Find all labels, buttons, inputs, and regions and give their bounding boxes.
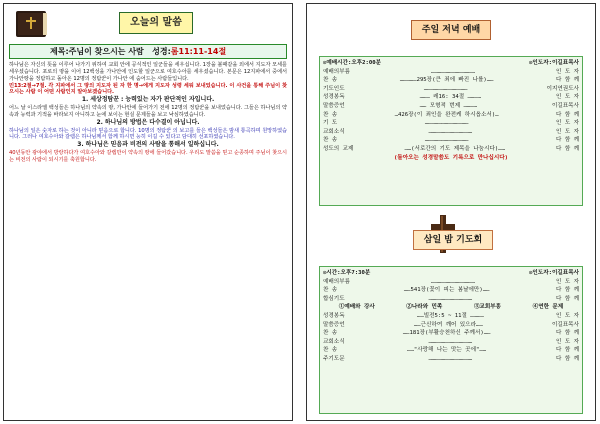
evening-program bbox=[319, 56, 583, 206]
sermon-ref-label: 성경: bbox=[152, 47, 171, 56]
program-label: 성도의 교제 bbox=[323, 145, 354, 152]
program-fill: ………………………………… bbox=[431, 278, 475, 285]
prayer-rows-top bbox=[323, 278, 579, 304]
program-row bbox=[323, 338, 579, 347]
program-label: 말씀증언 bbox=[323, 102, 345, 109]
program-label: 찬 송 bbox=[323, 287, 338, 294]
program-row bbox=[323, 295, 579, 304]
program-value: 다 함 께 bbox=[556, 77, 579, 84]
prayer-topic: ③교회부흥 bbox=[473, 304, 502, 311]
program-value: 이길표목사 bbox=[551, 321, 579, 328]
prayer-topic: ①예배와 강사 bbox=[338, 304, 375, 311]
program-fill: ………………………………… bbox=[424, 120, 469, 127]
program-row bbox=[323, 111, 579, 120]
program-fill: ………………………………… bbox=[428, 128, 473, 135]
order-of-service-page bbox=[306, 3, 596, 421]
program-value: 인 도 자 bbox=[556, 128, 579, 135]
program-label: 기도인도 bbox=[323, 85, 345, 92]
prayer-service-title: 삼일 밤 기도회 bbox=[413, 230, 493, 250]
program-row bbox=[323, 119, 579, 128]
program-value: 다 함 께 bbox=[556, 347, 579, 354]
program-row bbox=[323, 355, 579, 364]
program-fill: ………………………………… bbox=[431, 68, 475, 75]
program-row bbox=[323, 329, 579, 338]
program-value: 인 도 자 bbox=[556, 68, 579, 75]
program-fill: ………………………………… bbox=[424, 137, 469, 144]
program-value: 인 도 자 bbox=[556, 120, 579, 127]
program-row bbox=[323, 68, 579, 77]
program-row bbox=[323, 76, 579, 85]
evening-time: ◎예배시간:오후2:00분 bbox=[323, 60, 382, 66]
program-row bbox=[323, 85, 579, 94]
program-value: 인 도 자 bbox=[556, 312, 579, 319]
program-fill: ……… 레16: 34절 ………… bbox=[419, 94, 481, 101]
prayer-leader: ◎인도자:이길표목사 bbox=[529, 270, 579, 276]
program-fill: ………………………………… bbox=[423, 85, 468, 92]
sermon-prefix: 제목: bbox=[50, 47, 69, 56]
evening-footer: (돌아오는 성경말씀도 기록으로 만나십시다) bbox=[393, 154, 509, 161]
program-label: 주기도문 bbox=[323, 355, 345, 362]
program-value: 다 함 께 bbox=[556, 287, 579, 294]
page-title: 오늘의 말씀 bbox=[119, 12, 193, 34]
evening-program-header bbox=[323, 59, 579, 68]
program-label: 기 도 bbox=[323, 120, 338, 127]
program-row bbox=[323, 312, 579, 321]
prayer-topic: ④연한 문제 bbox=[532, 304, 564, 311]
program-fill: …426장(이 죄인을 완전케 하시옵소서)… bbox=[394, 111, 499, 118]
evening-leader: ◎인도자:이길표목사 bbox=[529, 60, 579, 66]
program-label: 찬 송 bbox=[323, 137, 338, 144]
program-row bbox=[323, 102, 579, 111]
prayer-program-header bbox=[323, 269, 579, 278]
program-fill: ……(서로간의 기도 제목을 나눔시다)…… bbox=[404, 145, 505, 152]
program-value: 다 함 께 bbox=[556, 355, 579, 362]
program-row bbox=[323, 136, 579, 145]
sermon-title: 주님이 찾으시는 사람 bbox=[68, 47, 144, 56]
program-value: 인 도 자 bbox=[556, 278, 579, 285]
program-value: 인 도 자 bbox=[556, 94, 579, 101]
program-row bbox=[323, 286, 579, 295]
sermon-header bbox=[9, 8, 287, 42]
program-row bbox=[323, 93, 579, 102]
prayer-rows-bottom bbox=[323, 312, 579, 364]
program-fill: ……"사랑해 나는 맛는 곳에"…… bbox=[407, 347, 487, 354]
program-label: 교회소식 bbox=[323, 128, 345, 135]
section-heading: 1. 세상정탐꾼 : 능력있는 자가 판단적인 자입니다. bbox=[81, 96, 215, 104]
prayer-time: ◎시간:오후7:30분 bbox=[323, 270, 371, 276]
program-row bbox=[323, 321, 579, 330]
program-label: 찬 송 bbox=[323, 111, 338, 118]
program-label: 교회소식 bbox=[323, 338, 345, 345]
program-value: 다 함 께 bbox=[556, 330, 579, 337]
section-heading: 3. 하나님은 믿음과 비전의 사람을 통해서 일하십니다. bbox=[77, 141, 219, 149]
program-fill: ……181장(부활승천하신 주께서)…… bbox=[402, 330, 491, 337]
sermon-paragraph: 어느 날 이스라엘 백성들은 하나님의 약속의 땅, 가나안에 들어가기 전에 12명의 정탐꾼을 보내었습니다. 그들은 하나님의 약속과 능력과 기적을 바라보지 아니하고 눈에 보이는 현실 문제들을 보고 낙심하였습니다. bbox=[9, 105, 287, 118]
program-label: 찬 송 bbox=[323, 77, 338, 84]
program-row bbox=[323, 145, 579, 154]
program-fill: ………………………………… bbox=[428, 295, 473, 302]
sermon-paragraph: 하나님은 자신의 뜻을 이루어 나가기 위하여 교회 안에 공식적인 일군들을 세우십니다. 1장을 볼때같을 외에서 지도자 모세를 세우셨습니다. 포로의 땅을 이어 12백성을 가나안에 인도할 일군으로 여호수아를 세우셨습니다. 본문은 12지파에서 중에서 가나안땅을 정탐하고 돌아온 12명의 정탐꾼이 가나안 에 숨어드는 사람들입니다. bbox=[9, 62, 287, 82]
sermon-paragraph: 40년동안 광야에서 방랑하다가 여호수아와 갈렙만이 약속의 땅에 들어갔습니다. 우리도 말씀을 믿고 순종하며 주님이 찾으시는 비전의 사람이 되시기를 축원합니다. bbox=[9, 150, 287, 163]
prayer-topic: ②나라와 민족 bbox=[406, 304, 443, 311]
program-value: 다 함 께 bbox=[556, 111, 579, 118]
program-label: 성경봉독 bbox=[323, 312, 345, 319]
program-value: 이길표목사 bbox=[551, 102, 579, 109]
program-fill: ……빌전5:5 ~ 11절 ………… bbox=[416, 312, 484, 319]
program-fill: …… 모형적 번제 ………… bbox=[419, 102, 477, 109]
program-value: 인 도 자 bbox=[556, 338, 579, 345]
sermon-page bbox=[3, 3, 293, 421]
evening-footer-row bbox=[323, 154, 579, 163]
sermon-paragraph: 하나님의 일은 숫자로 하는 것이 아니라 믿음으로 합니다. 10명의 정탐꾼 의 보고를 들은 백성들은 밤새 통곡하며 원망하였습니다. 그러나 여호수아와 갈렙은 하나님께서 함께 하시면 능히 이길 수 있다고 담대히 선포하였습니다. bbox=[9, 127, 287, 141]
program-fill: ……근신하여 깨어 있으라…… bbox=[413, 321, 483, 328]
program-fill: ………………………………… bbox=[428, 355, 473, 362]
bible-icon bbox=[13, 8, 51, 40]
evening-rows bbox=[323, 68, 579, 154]
sermon-body bbox=[9, 62, 287, 164]
program-label: 찬 송 bbox=[323, 347, 338, 354]
sermon-ref: 롬11:11-14절 bbox=[170, 47, 227, 56]
prayer-topics bbox=[323, 303, 579, 312]
program-value: 이지연권도사 bbox=[546, 85, 579, 92]
prayer-program bbox=[319, 266, 583, 414]
program-value: 다 함 께 bbox=[556, 145, 579, 152]
program-row bbox=[323, 346, 579, 355]
sermon-title-bar bbox=[9, 44, 287, 59]
program-fill: ……………295장(큰 죄에 빠진 나를)…… bbox=[399, 77, 494, 84]
program-value: 다 함 께 bbox=[556, 137, 579, 144]
program-label: 예배의부름 bbox=[323, 68, 351, 75]
program-label: 성경봉독 bbox=[323, 94, 345, 101]
program-label: 합심기도 bbox=[323, 295, 345, 302]
program-row bbox=[323, 128, 579, 137]
program-row bbox=[323, 278, 579, 287]
program-value: 다 함 께 bbox=[556, 295, 579, 302]
program-fill: ………………………………… bbox=[428, 338, 473, 345]
program-label: 예배의부름 bbox=[323, 278, 351, 285]
program-label: 말씀증언 bbox=[323, 321, 345, 328]
evening-service-title: 주일 저녁 예배 bbox=[411, 20, 491, 40]
program-fill: ……541장(꽃이 피는 봄날에만)…… bbox=[403, 287, 490, 294]
program-label: 찬 송 bbox=[323, 330, 338, 337]
sermon-paragraph: 민13:2절→7절. 각 지파에서 그 땅의 지도자 된 자 한 명→에게 지도자 성령 세워 보내었습니다. 이 사건을 통해 주님이 찾으시는 사람 이 어떤 사람인지 알아보겠습니다. bbox=[9, 82, 287, 96]
section-heading: 2. 하나님의 방법은 다수결이 아닙니다. bbox=[96, 118, 200, 126]
